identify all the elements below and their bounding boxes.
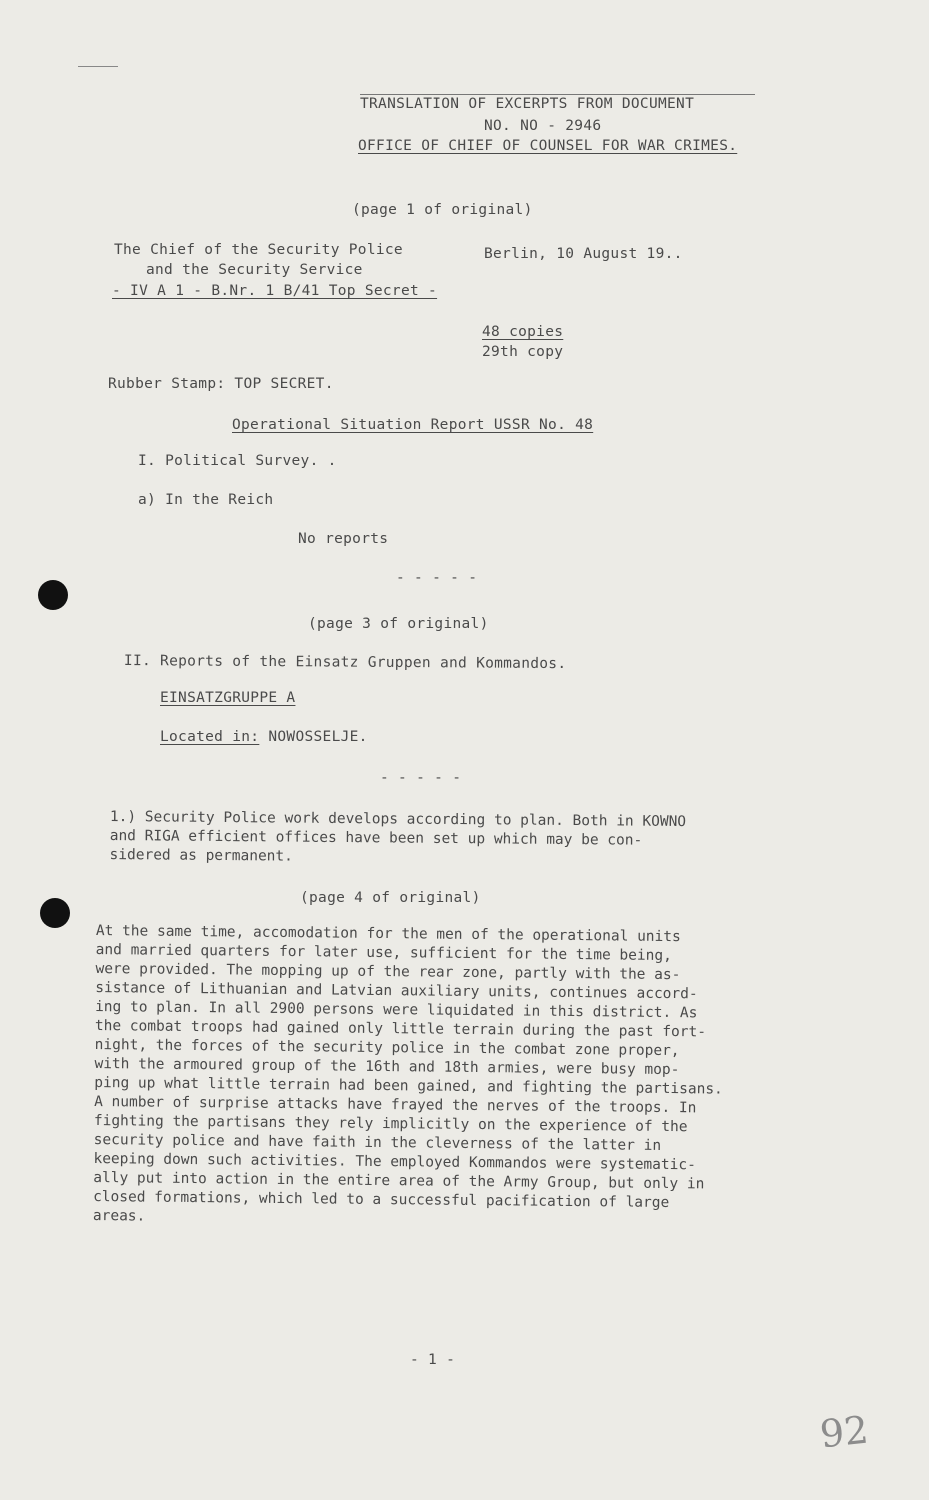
body-line: ing to plan. In all 2900 persons were liquidated in this district. As — [95, 998, 698, 1022]
page-marker-4: (page 4 of original) — [300, 890, 481, 906]
page-marker-3: (page 3 of original) — [308, 616, 489, 632]
header-line-2: NO. NO - 2946 — [484, 118, 602, 134]
punch-hole-bottom — [40, 898, 70, 928]
copies-total: 48 copies — [482, 324, 564, 340]
section-2-heading: II. Reports of the Einsatz Gruppen and Kommandos. — [123, 653, 567, 673]
rubber-stamp-text: Rubber Stamp: TOP SECRET. — [108, 376, 334, 392]
located-line — [160, 729, 368, 745]
body-line: the combat troops had gained only little terrain during the past fort- — [94, 1017, 707, 1041]
body-line: ping up what little terrain had been gained, and fighting the partisans. — [94, 1074, 723, 1098]
punch-hole-top — [38, 580, 68, 610]
located-label: Located in: — [160, 729, 260, 745]
body-line: night, the forces of the security police in the combat zone proper, — [94, 1036, 680, 1060]
main-paragraph — [93, 922, 786, 1233]
section-1a: a) In the Reich — [138, 492, 274, 508]
sender-line-1: The Chief of the Security Police — [114, 242, 403, 258]
located-value: NOWOSSELJE. — [268, 729, 368, 745]
corner-mark — [78, 66, 118, 67]
para-line: 1.) Security Police work develops according to plan. Both in KOWNO — [109, 808, 687, 831]
separator-2: - - - - - — [380, 770, 462, 786]
body-line: sistance of Lithuanian and Latvian auxiliary units, continues accord- — [95, 979, 698, 1003]
handwritten-number: 92 — [817, 1407, 871, 1457]
header-line-1: TRANSLATION OF EXCERPTS FROM DOCUMENT — [360, 96, 695, 112]
sender-line-3: - IV A 1 - B.Nr. 1 B/41 Top Secret - — [112, 283, 438, 299]
header-line-3: OFFICE OF CHIEF OF COUNSEL FOR WAR CRIMES. — [358, 138, 738, 154]
report-title: Operational Situation Report USSR No. 48 — [232, 417, 594, 433]
page-marker-1: (page 1 of original) — [352, 202, 533, 218]
body-line: A number of surprise attacks have frayed the nerves of the troops. In — [94, 1093, 697, 1117]
einsatzgruppe-name: EINSATZGRUPPE A — [160, 690, 296, 706]
paragraph-security-police — [110, 808, 687, 870]
body-line: were provided. The mopping up of the rear zone, partly with the as- — [95, 960, 681, 984]
section-1-heading: I. Political Survey. . — [138, 453, 337, 469]
body-line: and married quarters for later use, sufficient for the time being, — [95, 941, 672, 965]
body-line: At the same time, accomodation for the men of the operational units — [95, 922, 681, 946]
page-number: - 1 - — [410, 1352, 456, 1368]
no-reports: No reports — [298, 531, 389, 547]
place-date: Berlin, 10 August 19.. — [484, 246, 683, 262]
body-line: security police and have faith in the cleverness of the latter in — [93, 1131, 662, 1154]
body-line: areas. — [92, 1207, 146, 1225]
sender-line-2: and the Security Service — [146, 262, 363, 278]
copies-this: 29th copy — [482, 344, 564, 360]
body-line: keeping down such activities. The employed Kommandos were systematic- — [93, 1150, 696, 1174]
body-line: fighting the partisans they rely implicitly on the experience of the — [93, 1112, 688, 1136]
para-line: and RIGA efficient offices have been set up which may be con- — [109, 827, 643, 849]
header-top-rule — [360, 94, 755, 95]
body-line: ally put into action in the entire area of the Army Group, but only in — [93, 1169, 705, 1193]
body-line: with the armoured group of the 16th and 18th armies, were busy mop- — [94, 1055, 680, 1079]
para-line: sidered as permanent. — [109, 846, 293, 865]
separator-1: - - - - - — [396, 570, 478, 586]
body-line: closed formations, which led to a successful pacification of large — [93, 1188, 670, 1212]
